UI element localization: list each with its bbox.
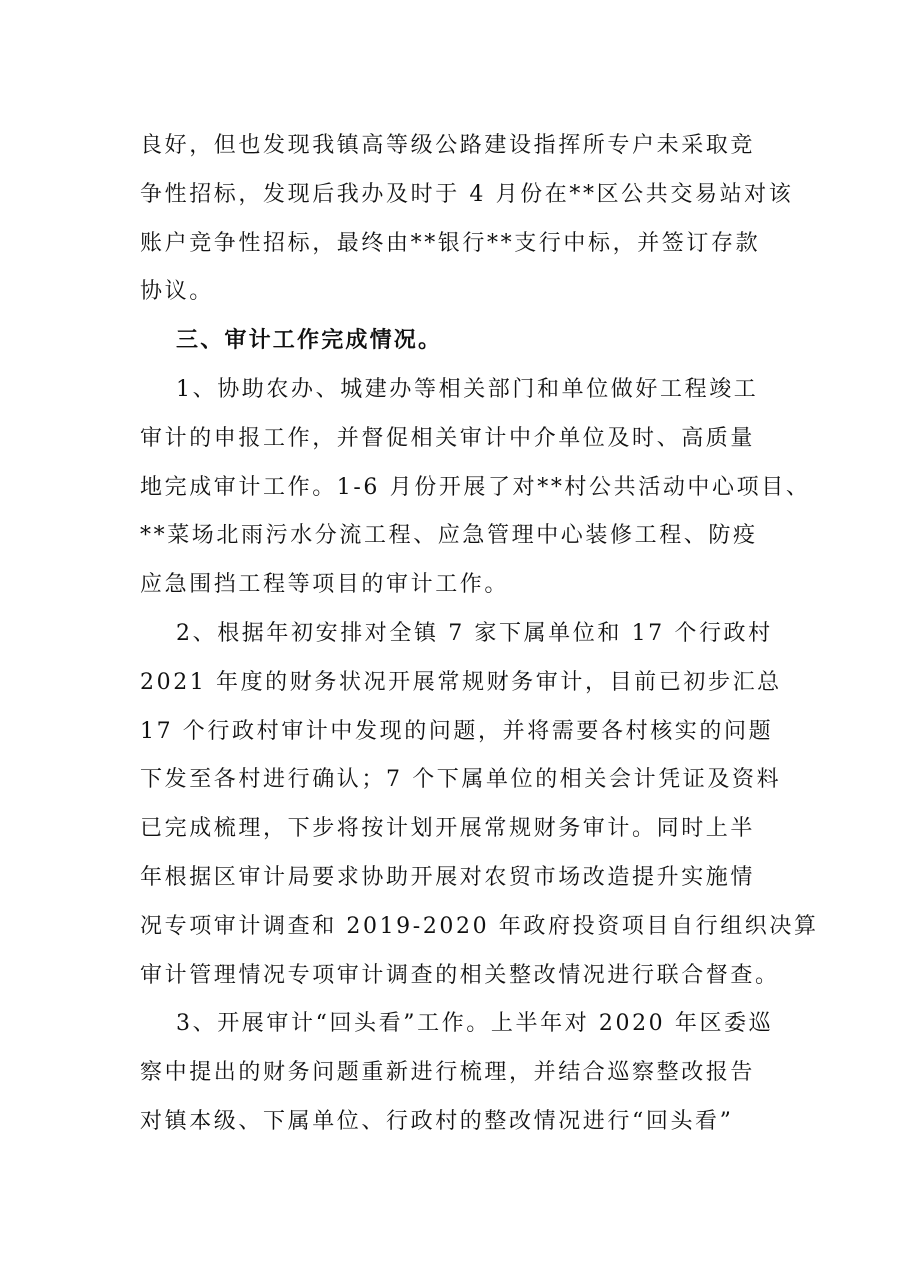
item-1-line-1: 1、协助农办、城建办等相关部门和单位做好工程竣工: [176, 376, 759, 402]
continuation-line-2: 争性招标，发现后我办及时于 4 月份在**区公共交易站对该: [140, 181, 794, 207]
item-2-line-4: 下发至各村进行确认；7 个下属单位的相关会计凭证及资料: [140, 767, 782, 793]
item-2-line-1: 2、根据年初安排对全镇 7 家下属单位和 17 个行政村: [176, 620, 773, 646]
item-3-line-3: 对镇本级、下属单位、行政村的整改情况进行“回头看”: [140, 1108, 734, 1134]
document-body: [140, 122, 819, 1147]
item-2-line-6: 年根据区审计局要求协助开展对农贸市场改造提升实施情: [140, 864, 756, 890]
section-heading: 三、审计工作完成情况。: [176, 328, 443, 354]
item-3-line-2: 察中提出的财务问题重新进行梳理，并结合巡察整改报告: [140, 1060, 756, 1086]
item-2-line-7: 况专项审计调查和 2019-2020 年政府投资项目自行组织决算: [140, 913, 819, 939]
item-2-line-5: 已完成梳理，下步将按计划开展常规财务审计。同时上半: [140, 816, 756, 842]
continuation-line-3: 账户竞争性招标，最终由**银行**支行中标，并签订存款: [140, 230, 761, 256]
item-3-line-1: 3、开展审计“回头看”工作。上半年对 2020 年区委巡: [176, 1011, 774, 1037]
item-2-line-3: 17 个行政村审计中发现的问题，并将需要各村核实的问题: [140, 718, 774, 744]
item-1-line-3: 地完成审计工作。1-6 月份开展了对**村公共活动中心项目、: [140, 474, 811, 500]
continuation-line-1: 良好，但也发现我镇高等级公路建设指挥所专户未采取竞: [140, 133, 756, 158]
item-1-line-4: **菜场北雨污水分流工程、应急管理中心装修工程、防疫: [140, 523, 758, 549]
item-2-line-8: 审计管理情况专项审计调查的相关整改情况进行联合督查。: [140, 962, 780, 988]
item-2-line-2: 2021 年度的财务状况开展常规财务审计，目前已初步汇总: [140, 669, 782, 695]
item-1-line-2: 审计的申报工作，并督促相关审计中介单位及时、高质量: [140, 425, 756, 451]
item-1-line-5: 应急围挡工程等项目的审计工作。: [140, 572, 510, 598]
continuation-line-4: 协议。: [140, 279, 214, 305]
